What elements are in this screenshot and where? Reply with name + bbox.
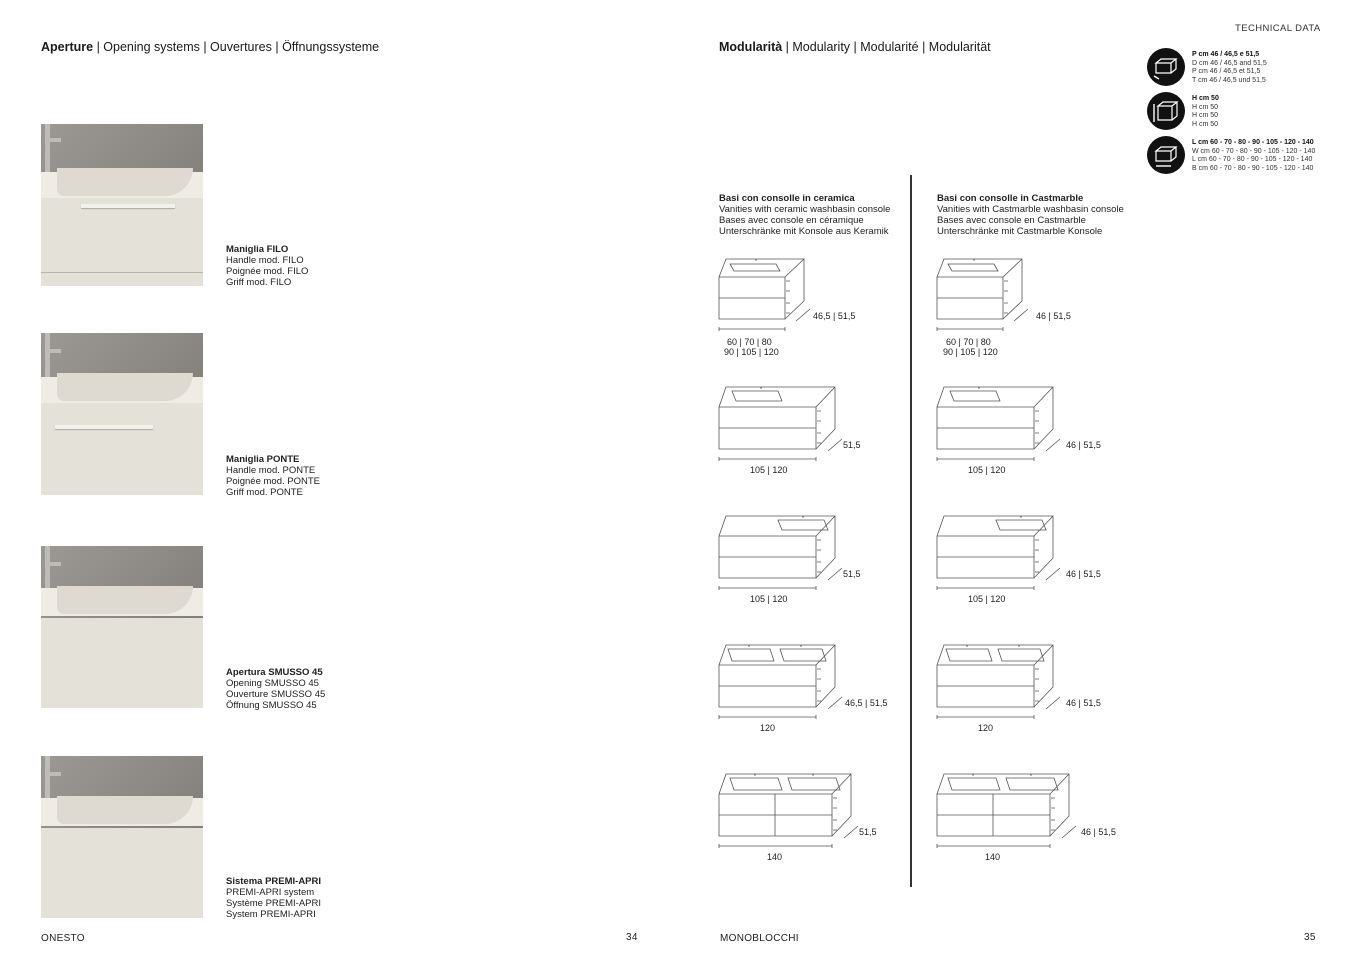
castmarble-row-2-width: 105 | 120 [968,465,1006,475]
castmarble-row-3-width: 105 | 120 [968,594,1006,604]
castmarble-row-4-width: 120 [978,723,994,733]
right-page-title: Modularità | Modularity | Modularité | Modularität [719,40,991,54]
height-cube-icon [1147,92,1185,130]
vanity-drawing [936,385,1066,465]
castmarble-row-1-width: 60 | 70 | 80 [946,337,991,347]
spec-height: H cm 50 H cm 50 H cm 50 H cm 50 [1192,95,1219,128]
vanity-drawing [936,643,1076,723]
filo-label: Maniglia FILO Handle mod. FILO Poignée mod. FILO Griff mod. FILO [226,244,309,288]
vanity-drawing [936,772,1096,852]
premi-apri-label: Sistema PREMI-APRI PREMI-APRI system Système PREMI-APRI System PREMI-APRI [226,876,322,920]
vanity-drawing [718,772,878,852]
ceramic-row-3-depth: 51,5 [843,569,861,579]
castmarble-row-5-depth: 46 | 51,5 [1081,827,1116,837]
depth-cube-icon [1147,48,1185,86]
ceramic-row-1-width: 60 | 70 | 80 [727,337,772,347]
right-footer-name: MONOBLOCCHI [720,933,799,944]
left-page-number: 34 [626,932,638,943]
filo-handle-photo [41,124,203,286]
ponte-label: Maniglia PONTE Handle mod. PONTE Poignée mod. PONTE Griff mod. PONTE [226,454,320,498]
width-cube-icon [1147,136,1185,174]
ceramic-row-4-width: 120 [760,723,776,733]
ceramic-row-2-width: 105 | 120 [750,465,788,475]
castmarble-column-header: Basi con consolle in Castmarble Vanities with Castmarble washbasin console Bases avec console en Castmarble Unterschränke mit Castmarble Konsole [937,193,1124,237]
castmarble-row-1-depth: 46 | 51,5 [1036,311,1071,321]
ceramic-row-2-depth: 51,5 [843,440,861,450]
castmarble-row-1-width-2: 90 | 105 | 120 [943,347,998,357]
left-footer-name: ONESTO [41,933,85,944]
castmarble-row-5-width: 140 [985,852,1001,862]
smusso-label: Apertura SMUSSO 45 Opening SMUSSO 45 Ouverture SMUSSO 45 Öffnung SMUSSO 45 [226,667,326,711]
smusso-opening-photo [41,546,203,708]
vanity-drawing [718,643,858,723]
vanity-drawing [718,255,828,335]
vanity-drawing [718,385,848,465]
ceramic-row-3-width: 105 | 120 [750,594,788,604]
left-page-title: Aperture | Opening systems | Ouvertures | Öffnungssysteme [41,40,380,54]
castmarble-row-2-depth: 46 | 51,5 [1066,440,1101,450]
castmarble-row-4-depth: 46 | 51,5 [1066,698,1101,708]
technical-data-label: TECHNICAL DATA [1235,23,1321,34]
vanity-drawing [936,255,1046,335]
ceramic-row-5-width: 140 [767,852,783,862]
premi-apri-photo [41,756,203,918]
ceramic-row-1-depth: 46,5 | 51,5 [813,311,856,321]
ceramic-row-4-depth: 46,5 | 51,5 [845,698,888,708]
ceramic-column-header: Basi con consolle in ceramica Vanities with ceramic washbasin console Bases avec console en céramique Unterschränke mit Konsole aus Keramik [719,193,891,237]
ceramic-row-5-depth: 51,5 [859,827,877,837]
vanity-drawing [936,514,1066,594]
ceramic-row-1-width-2: 90 | 105 | 120 [724,347,779,357]
castmarble-row-3-depth: 46 | 51,5 [1066,569,1101,579]
vanity-drawing [718,514,848,594]
column-divider [910,175,912,887]
spec-depth: P cm 46 / 46,5 e 51,5 D cm 46 / 46,5 and 51,5 P cm 46 / 46,5 et 51,5 T cm 46 / 46,5 und 51,5 [1192,51,1267,84]
ponte-handle-photo [41,333,203,495]
spec-width: L cm 60 - 70 - 80 - 90 - 105 - 120 - 140 W cm 60 - 70 - 80 - 90 - 105 - 120 - 140 L cm 60 - 70 - 80 - 90 - 105 - 120 - 140 B cm 60 - 70 - 80 - 90 - 105 - 120 - 140 [1192,139,1316,172]
right-page-number: 35 [1304,932,1316,943]
